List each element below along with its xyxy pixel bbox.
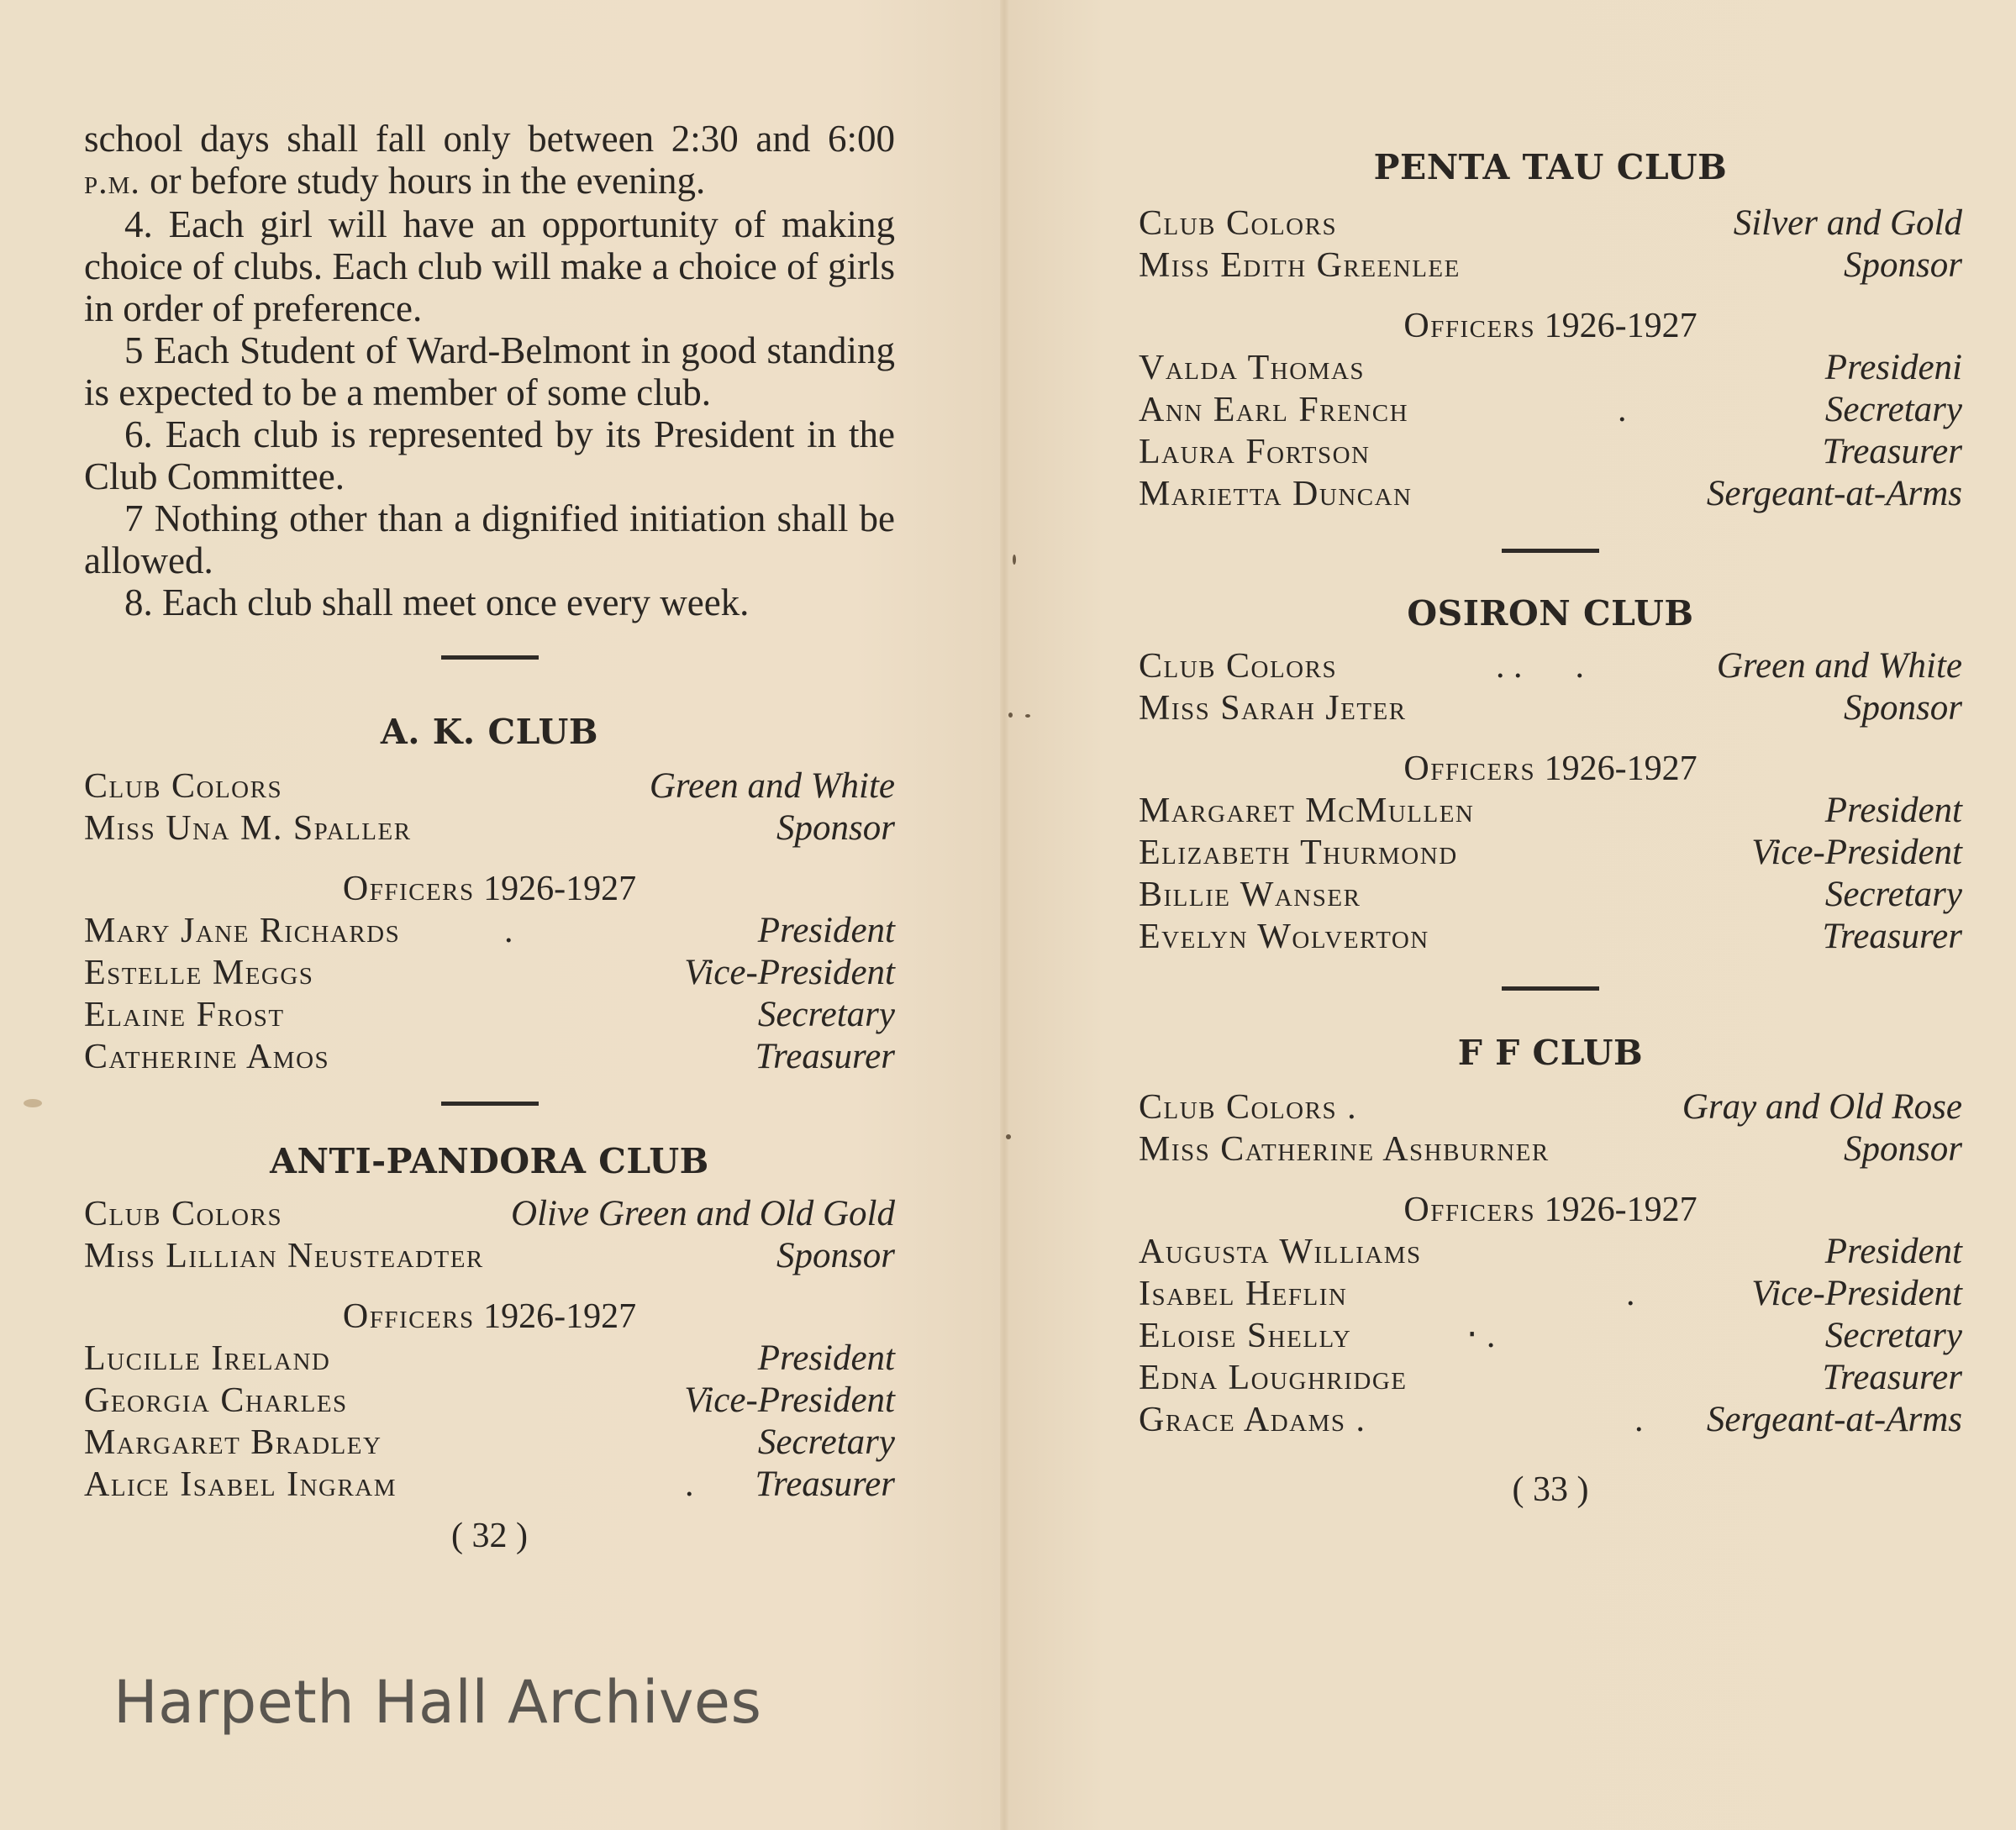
officer-row: Margaret Bradley Secretary [84,1422,895,1462]
club-ak [84,712,895,1078]
rule-8: 8. Each club shall meet once every week. [124,581,750,623]
club-colors-row: Club Colors . Gray and Old Rose [1139,1087,1962,1127]
paper-mark [1025,714,1030,718]
section-divider [1502,549,1599,553]
rule-7: 7 Nothing other than a dignified initiation shall be allowed. [84,497,895,581]
book-gutter [1000,0,1008,1830]
officer-row: Mary Jane Richards . President [84,911,895,950]
archive-watermark: Harpeth Hall Archives [113,1668,762,1737]
paper-stain [24,1099,42,1107]
club-penta-tau [1139,147,1962,515]
page-number: ( 33 ) [1512,1470,1589,1509]
officer-row: Elaine Frost Secretary [84,995,895,1034]
officer-row: Evelyn Wolverton Treasurer [1139,917,1962,956]
club-colors-row: Club Colors Silver and Gold [1139,203,1962,243]
officer-row: Catherine Amos Treasurer [84,1037,895,1076]
officer-row: Edna Loughridge Treasurer [1139,1358,1962,1397]
officer-row: Ann Earl French . Secretary [1139,390,1962,429]
club-title: ANTI-PANDORA CLUB [270,1141,709,1181]
club-colors-row: Club Colors . . . Green and White [1139,646,1962,686]
rules-text [84,118,895,623]
paper-mark [1008,713,1013,718]
sponsor-row: Miss Lillian Neusteadter Sponsor [84,1236,895,1275]
club-ff [1139,1033,1962,1441]
officer-row: Eloise Shelly ‧ . Secretary [1139,1316,1962,1355]
paper-mark [1013,555,1016,565]
sponsor-row: Miss Sarah Jeter Sponsor [1139,688,1962,728]
section-divider [1502,986,1599,991]
club-osiron [1139,593,1962,958]
officer-row: Laura Fortson Treasurer [1139,432,1962,471]
officer-row: Estelle Meggs Vice-President [84,953,895,992]
officer-row: Lucille Ireland President [84,1338,895,1378]
page-number: ( 32 ) [451,1517,528,1555]
officer-row: Valda Thomas Presideni [1139,348,1962,387]
officers-heading: Officers 1926-1927 [342,870,637,908]
rule-4: 4. Each girl will have an opportunity of making choice of clubs. Each club will make a choice of girls in order of preference. [84,203,895,329]
officer-row: Elizabeth Thurmond Vice-President [1139,833,1962,872]
right-page-content [1139,147,1962,1510]
officer-row: Margaret McMullen President [1139,791,1962,830]
club-title: F F CLUB [1457,1033,1644,1073]
officer-row: Georgia Charles Vice-President [84,1380,895,1420]
club-title: A. K. CLUB [380,712,599,752]
rule-5: 5 Each Student of Ward-Belmont in good standing is expected to be a member of some club. [84,329,895,413]
officers-heading: Officers 1926-1927 [1403,749,1698,788]
section-divider [441,655,539,660]
officers-heading: Officers 1926-1927 [1403,307,1698,345]
club-title: PENTA TAU CLUB [1373,147,1728,187]
officer-row: Augusta Williams President [1139,1232,1962,1271]
officer-row: Isabel Heflin . Vice-President [1139,1274,1962,1313]
officers-heading: Officers 1926-1927 [1403,1191,1698,1229]
rule-6: 6. Each club is represented by its President in the Club Committee. [84,413,895,497]
officer-row: Grace Adams . . Sergeant-at-Arms [1139,1400,1962,1439]
officers-heading: Officers 1926-1927 [342,1297,637,1336]
club-title: OSIRON CLUB [1407,593,1694,634]
sponsor-row: Miss Catherine Ashburner Sponsor [1139,1129,1962,1169]
sponsor-row: Miss Una M. Spaller Sponsor [84,808,895,848]
left-page-content [84,118,895,1556]
club-anti-pandora [84,1141,895,1506]
rule-continuation: school days shall fall only between 2:30 and 6:00 p.m. or before study hours in the evening. [84,118,895,202]
club-colors-row: Club Colors Green and White [84,766,895,806]
officer-row: Marietta Duncan Sergeant-at-Arms [1139,474,1962,513]
officer-row: Alice Isabel Ingram . Treasurer [84,1465,895,1504]
paper-mark [1006,1134,1011,1139]
sponsor-row: Miss Edith Greenlee Sponsor [1139,245,1962,285]
section-divider [441,1102,539,1106]
club-colors-row: Club Colors Olive Green and Old Gold [84,1194,895,1233]
officer-row: Billie Wanser Secretary [1139,875,1962,914]
